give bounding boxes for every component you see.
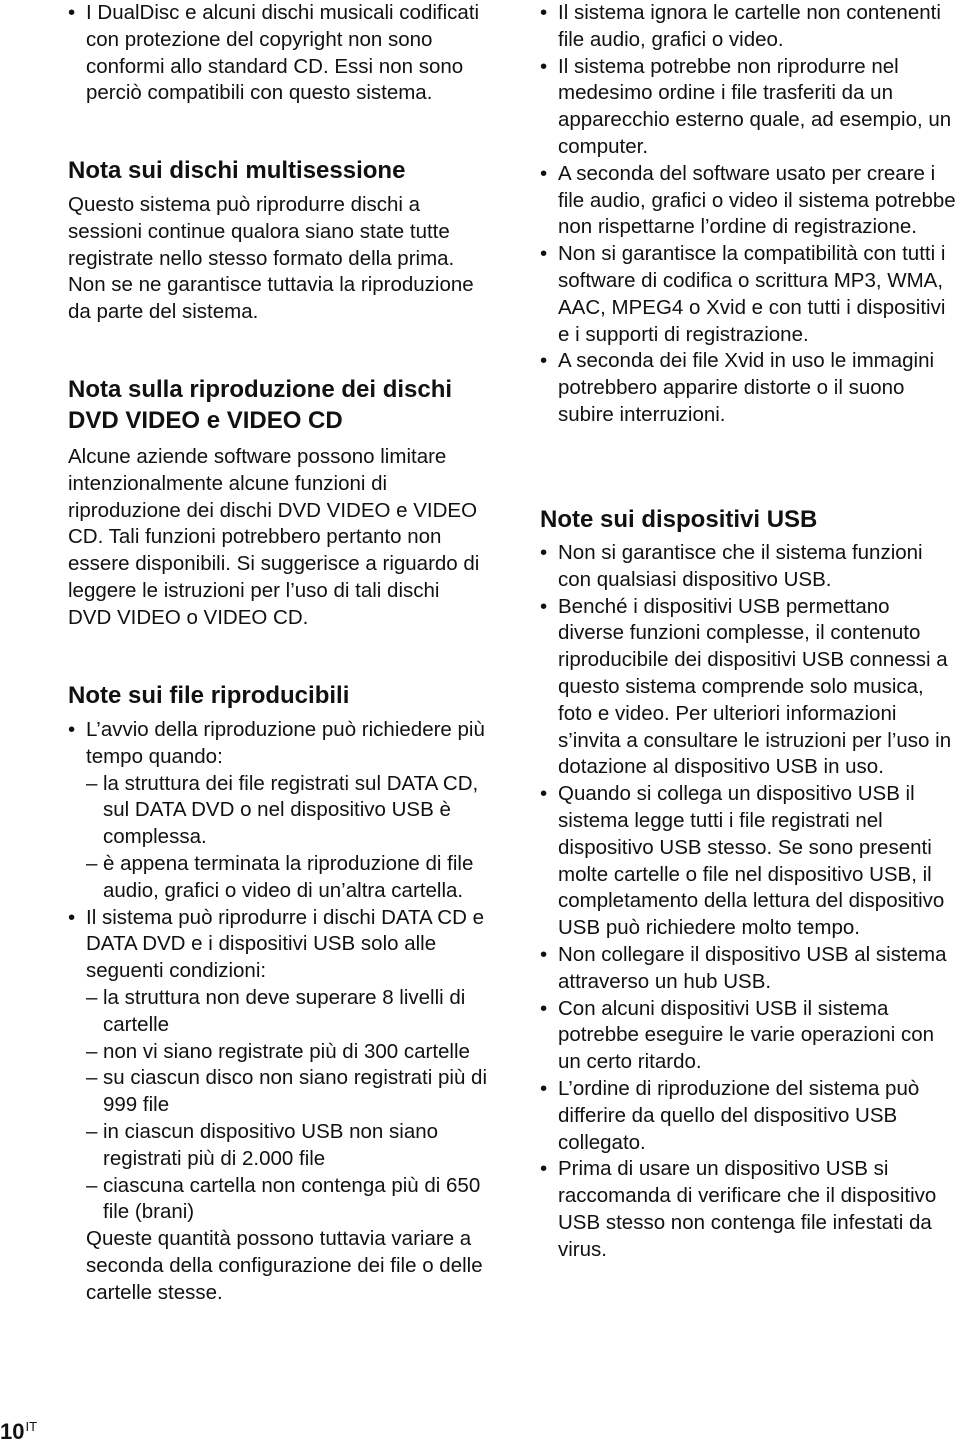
list-item: • A seconda del software usato per creare i file audio, grafici o video il sistema potrebbe non rispettarne l’ordine di registrazione. — [540, 161, 958, 241]
list-item: • Prima di usare un dispositivo USB si raccomanda di verificare che il dispositivo USB stesso non contenga file infestati da virus. — [540, 1156, 958, 1263]
list-item: • Non si garantisce la compatibilità con tutti i software di codifica o scrittura MP3, WMA, AAC, MPEG4 o Xvid e con tutti i dispositivi e i supporti di registrazione. — [540, 241, 958, 348]
language-code: IT — [25, 1419, 38, 1434]
dvd-heading: Nota sulla riproduzione dei dischi DVD VIDEO e VIDEO CD — [68, 376, 453, 434]
page-number-value: 10 — [0, 1419, 25, 1444]
sub-item: – in ciascun dispositivo USB non siano registrati più di 2.000 file — [68, 1119, 488, 1173]
list-item: • Il sistema ignora le cartelle non contenenti file audio, grafici o video. — [540, 0, 958, 54]
file-notes-list — [540, 0, 958, 429]
sub-item: – la struttura non deve superare 8 livelli di cartelle — [68, 985, 488, 1039]
sub-item: – ciascuna cartella non contenga più di 650 file (brani) — [68, 1173, 488, 1227]
list-item: • A seconda dei file Xvid in uso le immagini potrebbero apparire distorte o il suono subire interruzioni. — [540, 348, 958, 428]
sub-item: – non vi siano registrate più di 300 cartelle — [68, 1039, 488, 1066]
intro-bullet: • I DualDisc e alcuni dischi musicali codificati con protezione del copyright non sono conformi allo standard CD. Essi non sono perciò compatibili con questo sistema. — [68, 0, 506, 107]
sub-item: – è appena terminata la riproduzione di file audio, grafici o video di un’altra cartella. — [68, 851, 488, 905]
list-item: • Non collegare il dispositivo USB al sistema attraverso un hub USB. — [540, 942, 958, 996]
dvd-body: Alcune aziende software possono limitare intenzionalmente alcune funzioni di riproduzione dei dischi DVD VIDEO e VIDEO CD. Tali funzioni potrebbero pertanto non essere disponibili. Si suggerisce a riguardo di leggere le istruzioni per l’uso di tali dischi DVD VIDEO o VIDEO CD. — [68, 445, 480, 629]
list-item: • Con alcuni dispositivi USB il sistema potrebbe eseguire le varie operazioni con un certo ritardo. — [540, 996, 958, 1076]
list-item: • Il sistema potrebbe non riprodurre nel medesimo ordine i file trasferiti da un apparecchio esterno quale, ad esempio, un computer. — [540, 54, 958, 161]
usb-heading: Note sui dispositivi USB — [540, 506, 818, 533]
list-item: • Quando si collega un dispositivo USB il sistema legge tutti i file registrati nel dispositivo USB stesso. Se sono presenti molte cartelle o file nel dispositivo USB, il completamento della lettura del dispositivo USB può richiedere molto tempo. — [540, 781, 958, 942]
list-item: • Benché i dispositivi USB permettano diverse funzioni complesse, il contenuto riproducibile dei dispositivi USB connessi a questo sistema comprende solo musica, foto e video. Per ulteriori informazioni s’invita a consultare le istruzioni per l’uso in dotazione al dispositivo USB in uso. — [540, 594, 958, 782]
list-item: • Non si garantisce che il sistema funzioni con qualsiasi dispositivo USB. — [540, 540, 958, 594]
list-item-note: Queste quantità possono tuttavia variare a seconda della configurazione dei file o delle cartelle stesse. — [86, 1227, 483, 1304]
sub-item: – su ciascun disco non siano registrati più di 999 file — [68, 1065, 488, 1119]
files-heading: Note sui file riproducibili — [68, 682, 350, 709]
usb-list — [540, 540, 958, 1264]
multisession-heading: Nota sui dischi multisessione — [68, 157, 406, 184]
list-item: • Il sistema può riprodurre i dischi DATA CD e DATA DVD e i dispositivi USB solo alle seguenti condizioni: — [68, 905, 488, 985]
multisession-body: Questo sistema può riprodurre dischi a sessioni continue qualora siano state tutte registrate nello stesso formato della prima. Non se ne garantisce tuttavia la riproduzione da parte del sistema. — [68, 193, 474, 324]
page-number — [0, 1414, 37, 1445]
sub-item: – la struttura dei file registrati sul DATA CD, sul DATA DVD o nel dispositivo USB è complessa. — [68, 771, 488, 851]
list-item: • L’ordine di riproduzione del sistema può differire da quello del dispositivo USB collegato. — [540, 1076, 958, 1156]
files-list — [68, 717, 488, 1307]
list-item: • L’avvio della riproduzione può richiedere più tempo quando: — [68, 717, 488, 771]
